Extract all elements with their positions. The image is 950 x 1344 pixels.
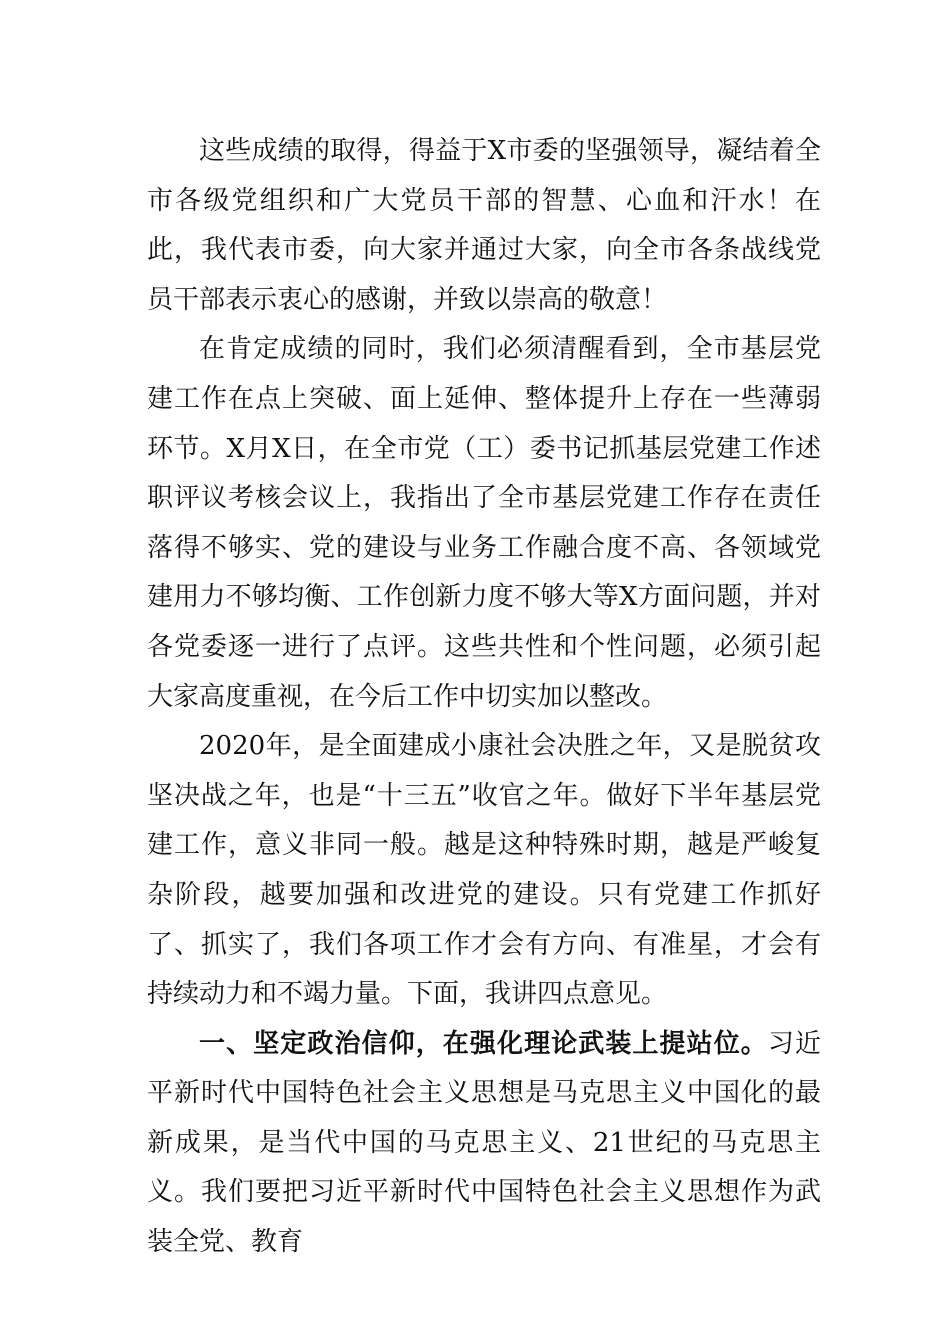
paragraph-3: 2020年，是全面建成小康社会决胜之年，又是脱贫攻坚决战之年，也是“十三五”收官之年。做好下半年基层党建工作，意义非同一般。越是这种特殊时期，越是严峻复杂阶段，越要加强和改进党的建设。只有党建工作抓好了、抓实了，我们各项工作才会有方向、有准星，才会有持续动力和不竭力量。下面，我讲四点意见。 [147, 731, 821, 1010]
paragraph-4 [147, 1020, 821, 1268]
paragraph-1: 这些成绩的取得，得益于X市委的坚强领导，凝结着全市各级党组织和广大党员干部的智慧、心血和汗水！在此，我代表市委，向大家并通过大家，向全市各条战线党员干部表示衷心的感谢，并致以崇高的敬意！ [147, 136, 821, 315]
section-heading-1: 一、坚定政治信仰，在强化理论武装上提站位。 [199, 1028, 768, 1059]
document-body [147, 127, 821, 1268]
paragraph-2: 在肯定成绩的同时，我们必须清醒看到，全市基层党建工作在点上突破、面上延伸、整体提升上存在一些薄弱环节。X月X日，在全市党（工）委书记抓基层党建工作述职评议考核会议上，我指出了全市基层党建工作存在责任落得不够实、党的建设与业务工作融合度不高、各领域党建用力不够均衡、工作创新力度不够大等X方面问题，并对各党委逐一进行了点评。这些共性和个性问题，必须引起大家高度重视，在今后工作中切实加以整改。 [147, 334, 821, 712]
paragraph-4-text: 习近平新时代中国特色社会主义思想是马克思主义中国化的最新成果，是当代中国的马克思主义、21世纪的马克思主义。我们要把习近平新时代中国特色社会主义思想作为武装全党、教育 [147, 1028, 821, 1258]
